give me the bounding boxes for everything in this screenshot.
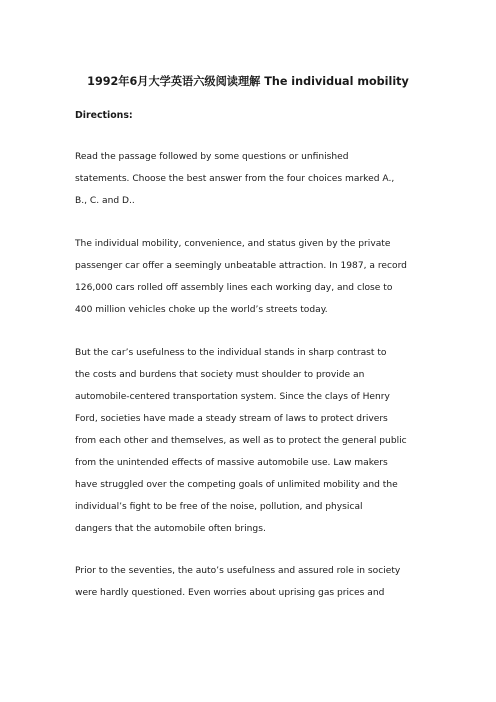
text-line: Prior to the seventies, the auto’s usefulness and assured role in society: [75, 566, 401, 576]
text-line: 400 million vehicles choke up the world’s streets today.: [75, 305, 328, 315]
paragraph-2: [75, 342, 425, 540]
text-line: dangers that the automobile often brings.: [75, 524, 266, 534]
text-line: But the car’s usefulness to the individual stands in sharp contrast to: [75, 348, 387, 358]
text-line: automobile-centered transportation system. Since the clays of Henry: [75, 392, 390, 402]
text-line: the costs and burdens that society must shoulder to provide an: [75, 370, 365, 380]
text-line: were hardly questioned. Even worries about uprising gas prices and: [75, 588, 385, 598]
text-line: Ford, societies have made a steady stream of laws to protect drivers: [75, 414, 388, 424]
text-line: B., C. and D..: [75, 196, 135, 206]
directions-heading: Directions:: [75, 110, 133, 121]
text-line: individual’s fight to be free of the noise, pollution, and physical: [75, 502, 363, 512]
text-line: Read the passage followed by some questions or unfinished: [75, 152, 349, 162]
text-line: 126,000 cars rolled off assembly lines each working day, and close to: [75, 283, 393, 293]
document-title: 1992年6月大学英语六级阅读理解 The individual mobility: [87, 75, 409, 88]
text-line: from the unintended effects of massive automobile use. Law makers: [75, 458, 388, 468]
text-line: statements. Choose the best answer from the four choices marked A.,: [75, 174, 395, 184]
text-line: have struggled over the competing goals of unlimited mobility and the: [75, 480, 398, 490]
text-line: The individual mobility, convenience, and status given by the private: [75, 239, 391, 249]
text-line: passenger car offer a seemingly unbeatable attraction. In 1987, a record: [75, 261, 407, 271]
paragraph-3: [75, 560, 425, 604]
text-line: from each other and themselves, as well as to protect the general public: [75, 436, 407, 446]
paragraph-instructions: [75, 146, 425, 212]
paragraph-1: [75, 233, 425, 321]
